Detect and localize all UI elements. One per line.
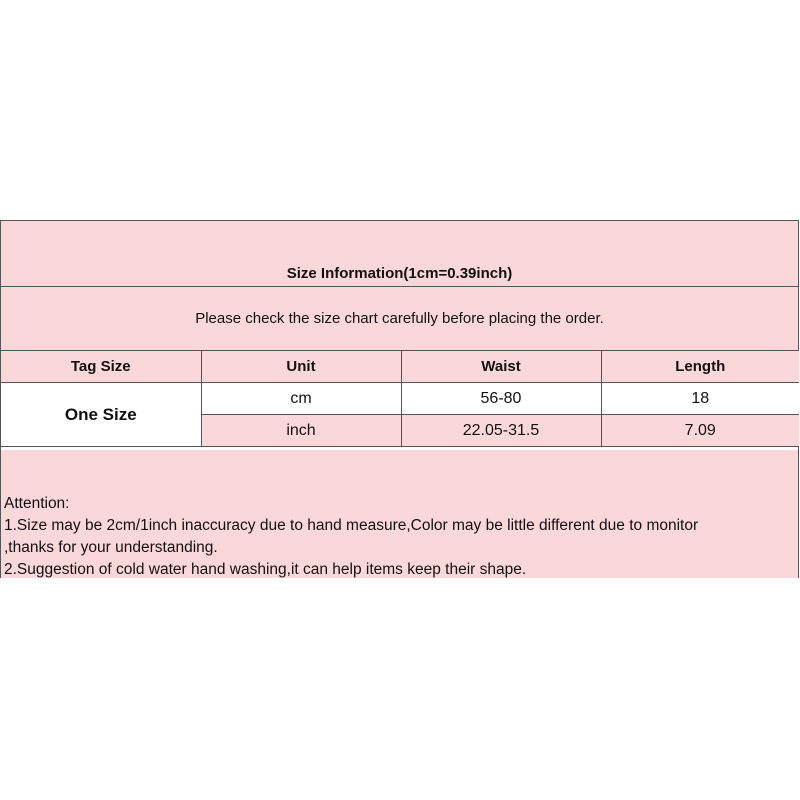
unit-cell: inch	[201, 415, 401, 447]
length-cell: 7.09	[601, 415, 799, 447]
tag-size-cell: One Size	[1, 383, 201, 447]
size-chart-notice: Please check the size chart carefully before placing the order.	[195, 310, 604, 327]
column-header-waist: Waist	[401, 351, 601, 383]
attention-line: ,thanks for your understanding.	[4, 539, 218, 556]
title-row	[1, 221, 798, 287]
size-chart-sheet	[0, 220, 799, 578]
column-header-tag-size: Tag Size	[1, 351, 201, 383]
attention-line: 2.Suggestion of cold water hand washing,it can help items keep their shape.	[4, 561, 527, 578]
unit-cell: cm	[201, 383, 401, 415]
table-row	[1, 383, 799, 415]
size-table	[1, 351, 799, 447]
size-info-title: Size Information(1cm=0.39inch)	[286, 265, 513, 282]
notice-row	[1, 287, 798, 351]
column-header-unit: Unit	[201, 351, 401, 383]
attention-heading: Attention:	[4, 495, 70, 512]
column-header-length: Length	[601, 351, 799, 383]
table-header-row	[1, 351, 799, 383]
length-cell: 18	[601, 383, 799, 415]
waist-cell: 22.05-31.5	[401, 415, 601, 447]
attention-section	[1, 450, 798, 578]
waist-cell: 56-80	[401, 383, 601, 415]
attention-line: 1.Size may be 2cm/1inch inaccuracy due to hand measure,Color may be little different due to monitor	[4, 517, 699, 534]
